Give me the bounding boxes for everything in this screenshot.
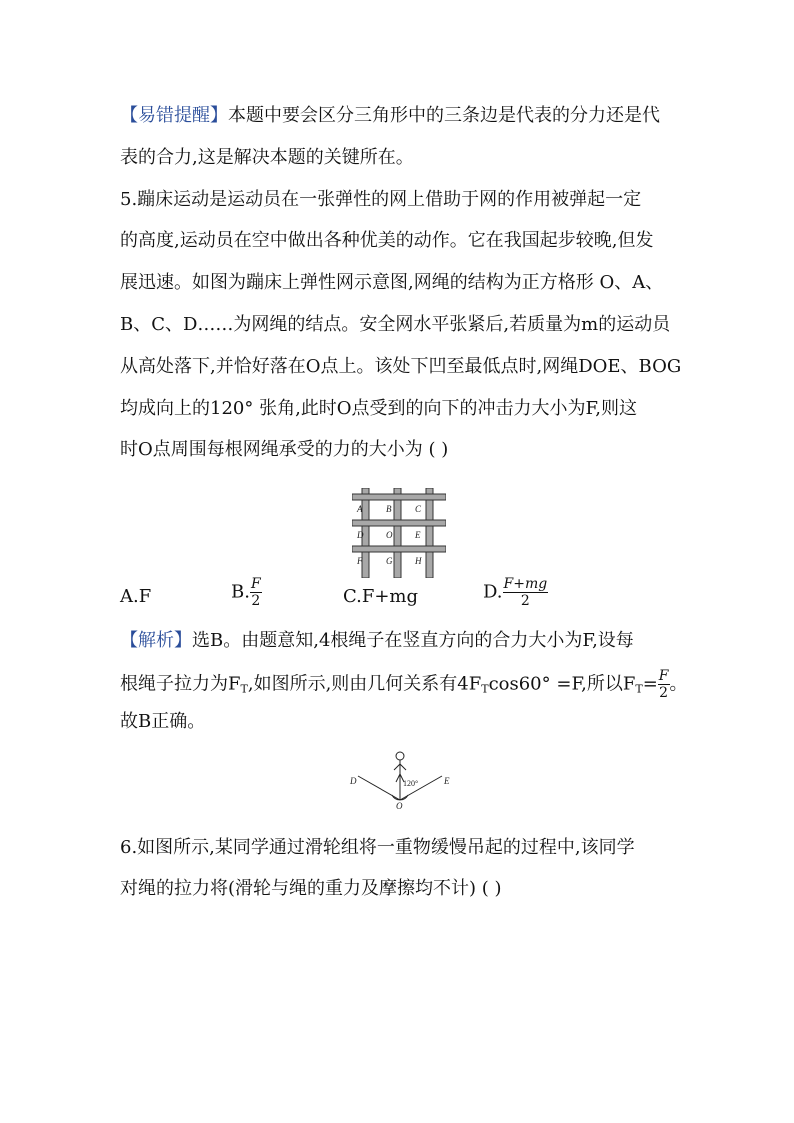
analysis-text-2c: cos60° =F,所以F <box>488 673 636 695</box>
net-label-g: G <box>386 556 393 566</box>
net-label-o: O <box>386 530 393 540</box>
analysis-text-2b: ,如图所示,则由几何关系有4F <box>247 673 482 695</box>
analysis-text-2-end: 。 <box>669 673 688 695</box>
option-a: A.F <box>120 586 152 607</box>
fig-label-d: D <box>350 776 357 786</box>
net-label-c: C <box>415 504 422 514</box>
q5-line-7: 时O点周围每根网绳承受的力的大小为 ( ) <box>120 439 449 460</box>
q5-line-1: 5.蹦床运动是运动员在一张弹性的网上借助于网的作用被弹起一定 <box>120 189 642 210</box>
net-label-b: B <box>386 504 392 514</box>
net-label-h: H <box>415 556 422 566</box>
option-b-numerator: F <box>250 576 261 592</box>
analysis-text-1: 选B。由题意知,4根绳子在竖直方向的合力大小为F,设每 <box>192 630 634 651</box>
option-d-denominator: 2 <box>520 593 530 609</box>
q6-line-2: 对绳的拉力将(滑轮与绳的重力及摩擦均不计) ( ) <box>120 878 502 899</box>
option-b-prefix: B. <box>231 581 250 603</box>
analysis-fraction-numerator: F <box>658 668 669 684</box>
option-b <box>231 576 262 609</box>
analysis-fraction-denominator: 2 <box>659 685 669 701</box>
q6-line-1: 6.如图所示,某同学通过滑轮组将一重物缓慢吊起的过程中,该同学 <box>120 837 635 858</box>
tip-paragraph <box>120 104 660 128</box>
analysis-line-3: 故B正确。 <box>120 711 206 732</box>
subscript-t: T <box>481 682 489 696</box>
analysis-line-1 <box>120 629 634 653</box>
net-label-d: D <box>357 530 364 540</box>
net-label-e: E <box>415 530 421 540</box>
q5-line-5: 从高处落下,并恰好落在O点上。该处下凹至最低点时,网绳DOE、BOG <box>120 356 682 377</box>
tip-label: 【易错提醒】 <box>120 105 228 126</box>
analysis-label: 【解析】 <box>120 630 192 651</box>
analysis-text-2a: 根绳子拉力为F <box>120 673 241 695</box>
subscript-t: T <box>635 682 643 696</box>
q5-line-3: 展迅速。如图为蹦床上弹性网示意图,网绳的结构为正方格形 O、A、 <box>120 272 664 293</box>
option-c: C.F+mg <box>343 586 419 607</box>
fig-label-o: O <box>396 801 403 810</box>
angle-label: 120° <box>403 779 419 788</box>
option-b-denominator: 2 <box>251 593 261 609</box>
option-d-numerator: F+mg <box>503 576 548 592</box>
option-d <box>483 576 548 609</box>
subscript-t: T <box>240 682 248 696</box>
q5-line-2: 的高度,运动员在空中做出各种优美的动作。它在我国起步较晚,但发 <box>120 230 654 251</box>
q5-line-4: B、C、D……为网绳的结点。安全网水平张紧后,若质量为m的运动员 <box>120 314 671 335</box>
tip-text-1: 本题中要会区分三角形中的三条边是代表的分力还是代 <box>228 105 660 126</box>
option-d-prefix: D. <box>483 581 503 603</box>
force-angle-figure <box>346 748 456 810</box>
net-label-f: F <box>357 556 363 566</box>
analysis-text-2d: = <box>642 673 658 695</box>
tip-text-2: 表的合力,这是解决本题的关键所在。 <box>120 147 414 168</box>
fig-label-e: E <box>444 776 450 786</box>
net-label-a: A <box>357 504 363 514</box>
trampoline-net-figure <box>352 488 446 578</box>
q5-line-6: 均成向上的120° 张角,此时O点受到的向下的冲击力大小为F,则这 <box>120 398 637 419</box>
analysis-line-2 <box>120 668 688 702</box>
